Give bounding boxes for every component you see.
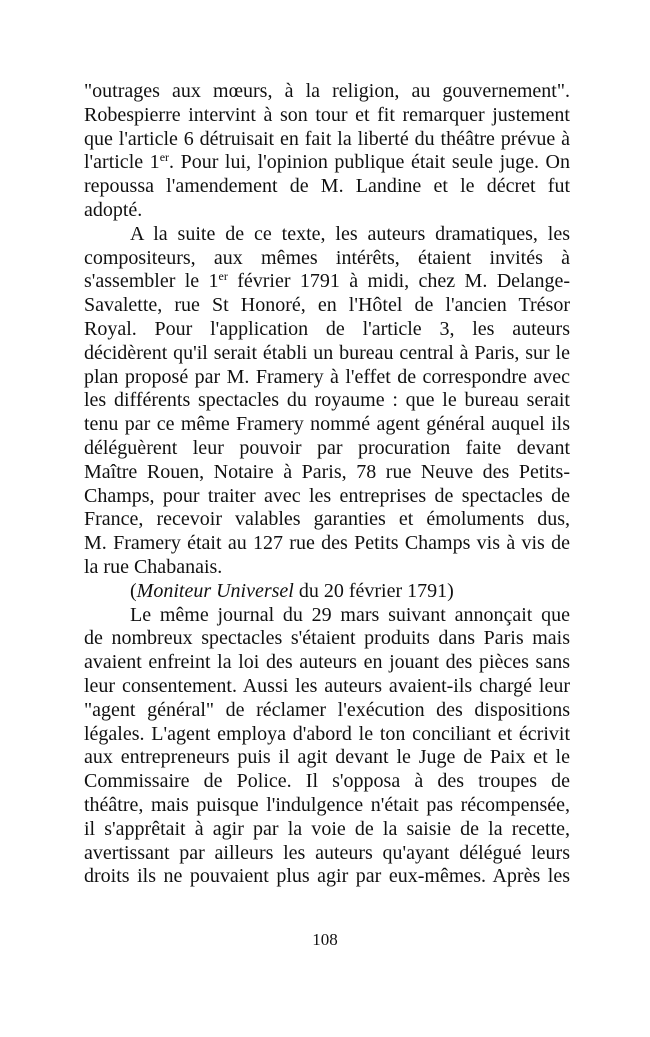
text-segment: février 1791 à midi, chez M. Delange- <box>227 270 570 293</box>
text-line: repoussa l'amendement de M. Landine et le décret fut <box>84 175 570 198</box>
text-line: légales. L'agent employa d'abord le ton conciliant et écrivit <box>84 722 570 745</box>
text-segment: ( <box>130 579 137 602</box>
text-line <box>84 151 570 175</box>
text-line: Commissaire de Police. Il s'opposa à des troupes de <box>84 770 570 793</box>
superscript: er <box>159 151 170 165</box>
page-number: 108 <box>312 930 338 949</box>
text-line: adopté. <box>84 198 143 221</box>
text-line: avertissant par ailleurs les auteurs qu'ayant délégué leurs <box>84 841 570 864</box>
text-line: droits ils ne pouvaient plus agir par eux-mêmes. Après les <box>84 865 570 888</box>
text-line: Champs, pour traiter avec les entreprises de spectacles de <box>84 484 570 507</box>
text-segment: du 20 février 1791) <box>293 579 454 602</box>
text-segment: l'article 1 <box>84 151 160 174</box>
text-line: avaient enfreint la loi des auteurs en jouant des pièces sans <box>84 651 570 674</box>
text-line: France, recevoir valables garanties et émoluments dus, <box>84 508 570 531</box>
text-line: déléguèrent leur pouvoir par procuration faite devant <box>84 436 570 459</box>
text-line: la rue Chabanais. <box>84 555 223 578</box>
text-line: Robespierre intervint à son tour et fit remarquer justement <box>84 103 570 126</box>
text-segment: s'assembler le 1 <box>84 270 219 293</box>
text-line: décidèrent qu'il serait établi un bureau central à Paris, sur le <box>84 341 570 364</box>
text-line: tenu par ce même Framery nommé agent général auquel ils <box>84 413 570 436</box>
text-line: compositeurs, aux mêmes intérêts, étaient invités à <box>84 246 570 269</box>
text-segment: . Pour lui, l'opinion publique était seule juge. On <box>169 151 570 174</box>
text-line: A la suite de ce texte, les auteurs dramatiques, les <box>130 222 570 245</box>
text-line <box>84 580 570 604</box>
text-line: Royal. Pour l'application de l'article 3, les auteurs <box>84 317 570 340</box>
text-line: Maître Rouen, Notaire à Paris, 78 rue Neuve des Petits- <box>84 460 570 483</box>
text-line: leur consentement. Aussi les auteurs avaient-ils chargé leur <box>84 674 570 697</box>
text-line: les différents spectacles du royaume : que le bureau serait <box>84 389 570 412</box>
text-line: "agent général" de réclamer l'exécution des dispositions <box>84 698 570 721</box>
text-line: plan proposé par M. Framery à l'effet de correspondre avec <box>84 365 570 388</box>
page-body <box>84 80 570 889</box>
text-line: il s'apprêtait à agir par la voie de la saisie de la recette, <box>84 817 570 840</box>
text-line: "outrages aux mœurs, à la religion, au gouvernement". <box>84 80 570 102</box>
text-line: théâtre, mais puisque l'indulgence n'était pas récompensée, <box>84 793 570 816</box>
text-line: Le même journal du 29 mars suivant annonçait que <box>130 603 570 626</box>
text-line <box>84 270 570 294</box>
text-line: M. Framery était au 127 rue des Petits Champs vis à vis de <box>84 532 570 555</box>
text-line: Savalette, rue St Honoré, en l'Hôtel de l'ancien Trésor <box>84 294 570 317</box>
italic-title: Moniteur Universel <box>136 579 294 602</box>
text-line: de nombreux spectacles s'étaient produits dans Paris mais <box>84 627 570 650</box>
text-line: aux entrepreneurs puis il agit devant le Juge de Paix et le <box>84 746 570 769</box>
superscript: er <box>218 270 228 284</box>
text-line: que l'article 6 détruisait en fait la liberté du théâtre prévue à <box>84 127 570 150</box>
